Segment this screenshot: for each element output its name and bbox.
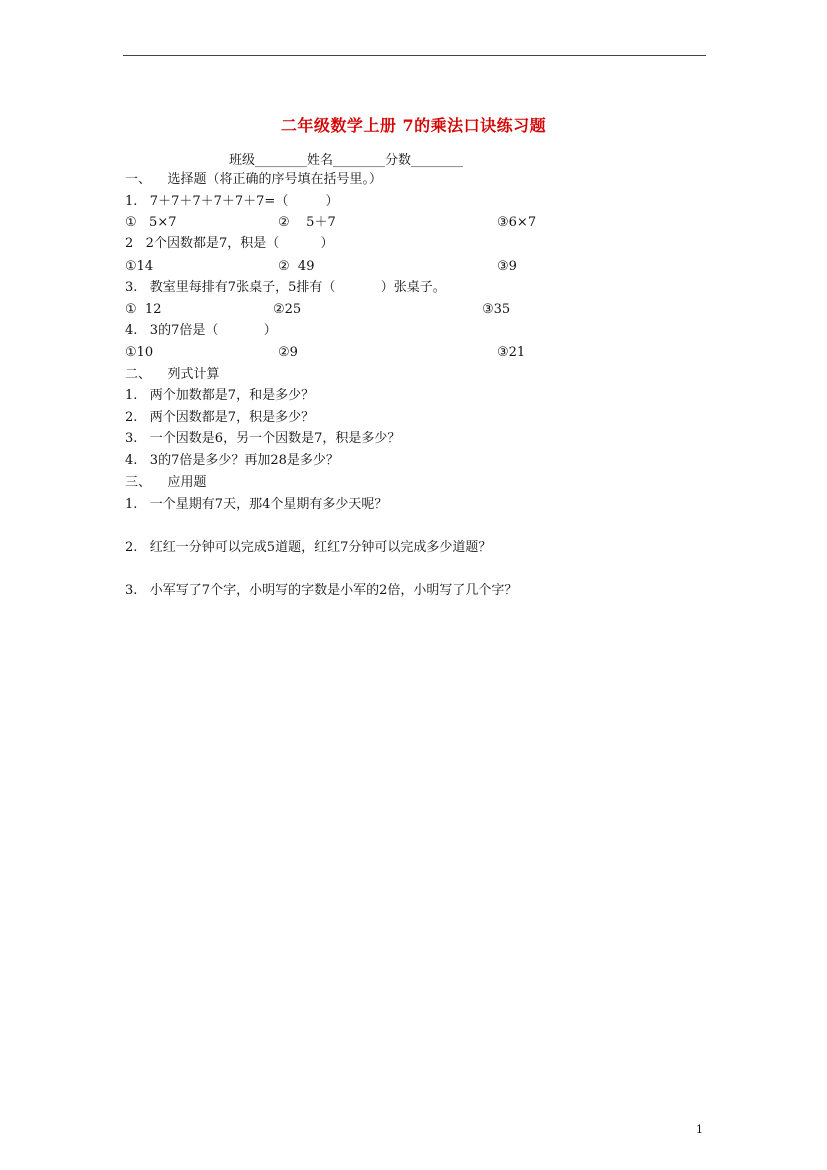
option-3: ③21 bbox=[497, 345, 526, 360]
worksheet-title: 二年级数学上册 7的乘法口诀练习题 bbox=[280, 116, 547, 135]
question-line: 3. 小军写了7个字，小明写的字数是小军的2倍，小明写了几个字？ bbox=[125, 583, 518, 598]
question-line: 三、 应用题 bbox=[125, 475, 207, 490]
option-1: ① 12 bbox=[125, 302, 162, 317]
option-3: ③9 bbox=[497, 259, 517, 274]
question-line: 3. 一个因数是6，另一个因数是7，积是多少？ bbox=[125, 431, 401, 446]
question-line: 4. 3的7倍是（ ） bbox=[125, 323, 277, 338]
option-2: ② 5＋7 bbox=[278, 215, 336, 230]
question-line: 1. 7＋7＋7＋7＋7＋7=（ ） bbox=[125, 194, 339, 209]
question-line: 2 2个因数都是7，积是（ ） bbox=[125, 236, 334, 251]
header-rule bbox=[123, 55, 706, 56]
question-line: 4. 3的7倍是多少？再加28是多少？ bbox=[125, 453, 339, 468]
question-line: 二、 列式计算 bbox=[125, 367, 220, 382]
option-3: ③35 bbox=[482, 302, 511, 317]
question-line: 1. 一个星期有7天，那4个星期有多少天呢？ bbox=[125, 497, 388, 512]
option-1: ①14 bbox=[125, 259, 154, 274]
question-line: 2. 两个因数都是7，积是多少？ bbox=[125, 410, 315, 425]
option-1: ①10 bbox=[125, 345, 154, 360]
option-2: ② 49 bbox=[278, 259, 315, 274]
question-line: 2. 红红一分钟可以完成5道题，红红7分钟可以完成多少道题？ bbox=[125, 540, 492, 555]
question-line: 1. 两个加数都是7，和是多少？ bbox=[125, 388, 315, 403]
option-2: ②9 bbox=[278, 345, 298, 360]
option-1: ① 5×7 bbox=[125, 215, 177, 230]
question-line: 3. 教室里每排有7张桌子，5排有（ ）张桌子。 bbox=[125, 280, 446, 295]
question-line: 一、 选择题（将正确的序号填在括号里。） bbox=[125, 172, 383, 187]
student-info-line: 班级________姓名________分数________ bbox=[229, 153, 464, 168]
page-number: 1 bbox=[696, 1123, 703, 1136]
option-2: ②25 bbox=[273, 302, 302, 317]
option-3: ③6×7 bbox=[497, 215, 537, 230]
